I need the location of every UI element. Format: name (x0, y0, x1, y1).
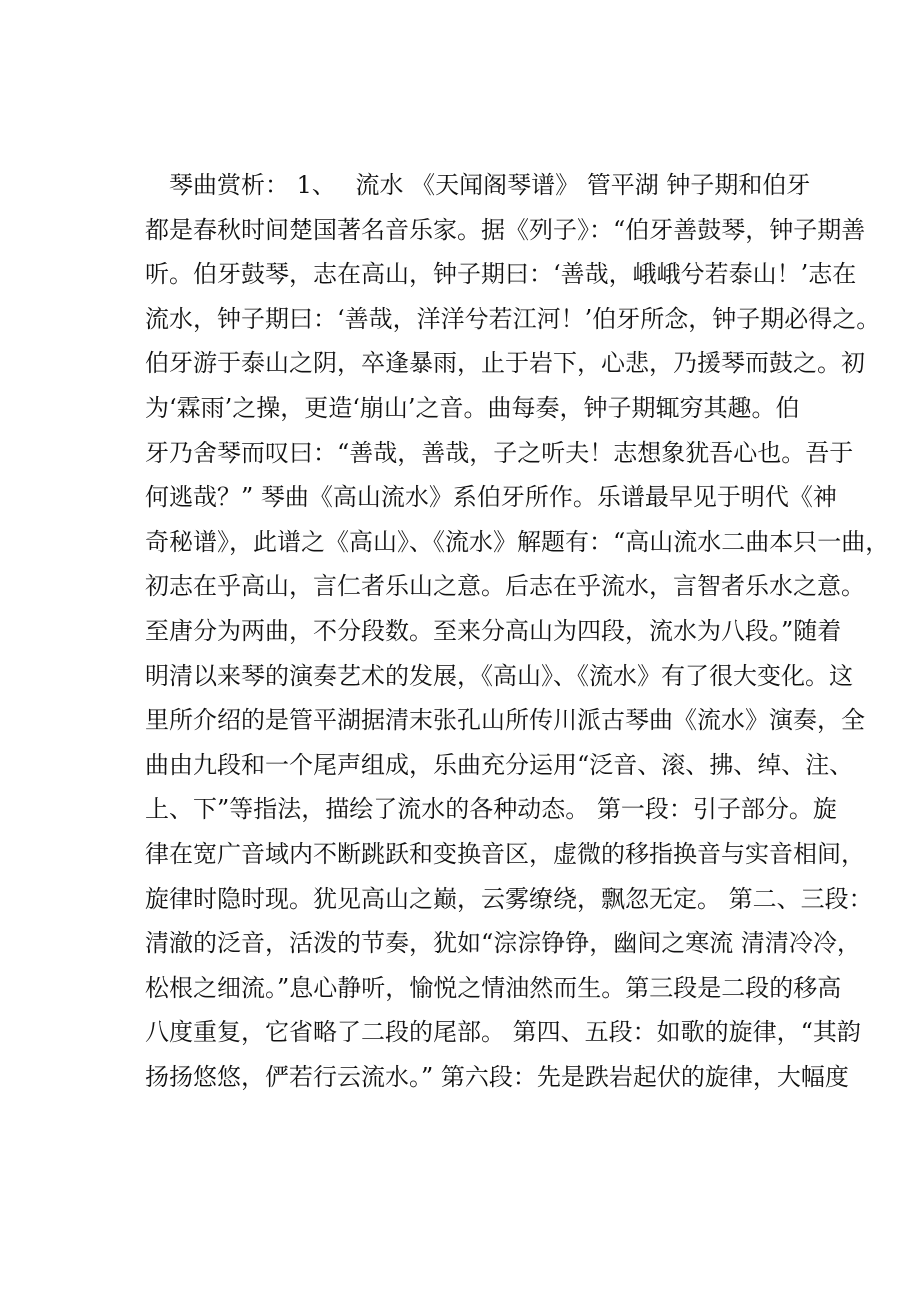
text-line-9: 奇秘谱》，此谱之《高山》、《流水》解题有：“高山流水二曲本只一曲， (145, 527, 890, 556)
text-line-5: 伯牙游于泰山之阴，卒逢暴雨，止于岩下，心悲，乃援琴而鼓之。初 (145, 349, 865, 378)
text-line-10: 初志在乎高山，言仁者乐山之意。后志在乎流水，言智者乐水之意。 (145, 572, 865, 601)
text-line-20: 八度重复，它省略了二段的尾部。 第四、五段：如歌的旋律，“其韵 (145, 1018, 861, 1047)
text-line-8: 何逃哉？” 琴曲《高山流水》系伯牙所作。乐谱最早见于明代《神 (145, 483, 837, 512)
text-line-17: 旋律时隐时现。犹见高山之巅，云雾缭绕，飘忽无定。 第二、三段： (145, 884, 873, 913)
article-body (145, 163, 890, 1099)
text-line-3: 听。伯牙鼓琴，志在高山，钟子期曰：‘善哉，峨峨兮若泰山！’志在 (145, 260, 857, 289)
text-line-2: 都是春秋时间楚国著名音乐家。据《列子》：“伯牙善鼓琴，钟子期善 (145, 215, 866, 244)
text-line-19: 松根之细流。”息心静听，愉悦之情油然而生。第三段是二段的移高 (145, 973, 842, 1002)
text-line-11: 至唐分为两曲，不分段数。至来分高山为四段，流水为八段。”随着 (145, 616, 842, 645)
text-line-1: 琴曲赏析： 1、 流水 《天闻阁琴谱》 管平湖 钟子期和伯牙 (169, 171, 811, 199)
text-line-6: 为‘霖雨’之操，更造‘崩山’之音。曲每奏，钟子期辄穷其趣。伯 (145, 393, 800, 422)
text-line-21: 扬扬悠悠，俨若行云流水。” 第六段：先是跌岩起伏的旋律，大幅度 (145, 1062, 849, 1091)
text-line-14: 曲由九段和一个尾声组成，乐曲充分运用“泛音、滚、拂、绰、注、 (145, 750, 854, 779)
text-line-4: 流水，钟子期曰：‘善哉，洋洋兮若江河！’伯牙所念，钟子期必得之。 (145, 304, 881, 333)
text-line-18: 清澈的泛音，活泼的节奏，犹如“淙淙铮铮，幽间之寒流 清清冷冷， (145, 929, 861, 958)
text-line-15: 上、下”等指法，描绘了流水的各种动态。 第一段：引子部分。旋 (145, 795, 837, 824)
text-line-16: 律在宽广音域内不断跳跃和变换音区，虚微的移指换音与实音相间， (145, 839, 865, 868)
text-line-12: 明清以来琴的演奏艺术的发展，《高山》、《流水》有了很大变化。这 (145, 661, 853, 690)
text-line-13: 里所介绍的是管平湖据清末张孔山所传川派古琴曲《流水》演奏，全 (145, 706, 865, 735)
text-line-7: 牙乃舍琴而叹曰：“善哉，善哉，子之听夫！志想象犹吾心也。吾于 (145, 438, 854, 467)
